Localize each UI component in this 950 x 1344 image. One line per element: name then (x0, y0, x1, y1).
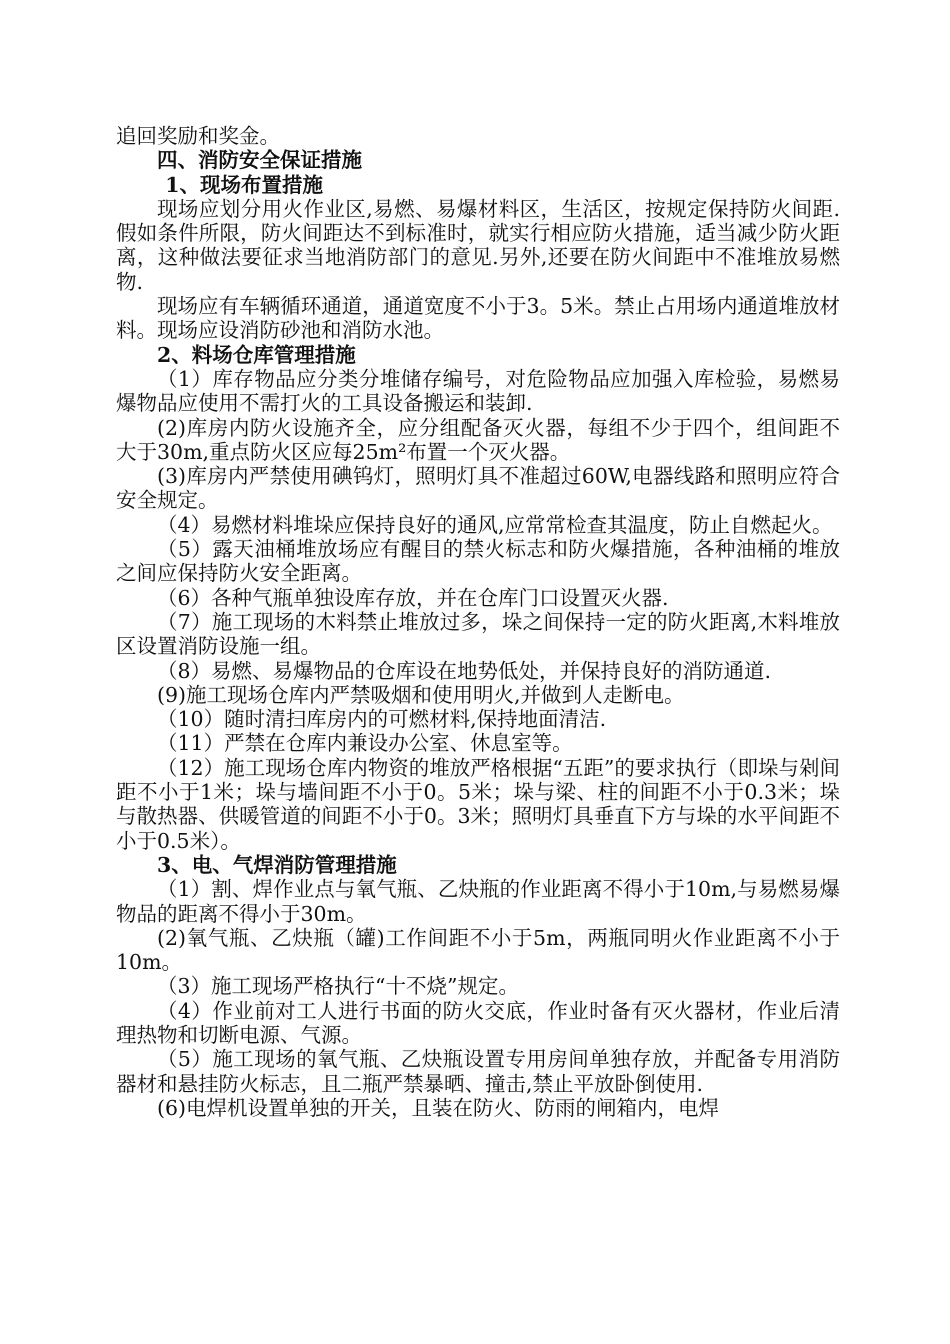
list-item: (3)库房内严禁使用碘钨灯，照明灯具不准超过60W,电器线路和照明应符合安全规定。 (116, 464, 840, 513)
list-item: (2)氧气瓶、乙炔瓶（罐)工作间距不小于5m，两瓶同明火作业距离不小于10m。 (116, 925, 840, 975)
subsection-heading-welding: 3、电、气焊消防管理措施 (157, 852, 397, 877)
document-body (116, 124, 840, 1120)
list-item: （3）施工现场严格执行“十不烧”规定。 (157, 974, 520, 999)
list-item: （7）施工现场的木料禁止堆放过多，垛之间保持一定的防火距离,木料堆放区设置消防设施一组。 (116, 609, 840, 659)
list-item: （11）严禁在仓库内兼设办公室、休息室等。 (157, 731, 573, 756)
list-item: (6)电焊机设置单独的开关，且装在防火、防雨的闸箱内，电焊 (157, 1095, 720, 1120)
list-item: （12）施工现场仓库内物资的堆放严格根据“五距”的要求执行（即垛与剁间距不小于1米；垛与墙间距不小于0。5米；垛与梁、柱的间距不小于0.3米；垛与散热器、供暖管道的间距不小于0。3米；照明灯具垂直下方与垛的水平间距不小于0.5米）。 (116, 755, 840, 853)
list-item: （10）随时清扫库房内的可燃材料,保持地面清洁. (157, 707, 607, 732)
list-item: （5）施工现场的氧气瓶、乙炔瓶设置专用房间单独存放，并配备专用消防器材和悬挂防火标志，且二瓶严禁暴晒、撞击,禁止平放卧倒使用. (116, 1047, 840, 1096)
paragraph-site-zoning: 现场应划分用火作业区,易燃、易爆材料区，生活区，按规定保持防火间距.假如条件所限，防火间距达不到标准时，就实行相应防火措施，适当减少防火距离，这种做法要征求当地消防部门的意见.另外,还要在防火间距中不准堆放易燃物. (116, 196, 840, 294)
list-item: (9)施工现场仓库内严禁吸烟和使用明火,并做到人走断电。 (157, 682, 685, 707)
list-item: (2)库房内防火设施齐全，应分组配备灭火器，每组不少于四个，组间距不大于30m,重点防火区应每25m²布置一个灭火器。 (116, 415, 840, 464)
subsection-heading-warehouse: 2、料场仓库管理措施 (157, 342, 356, 367)
list-item: （4）易燃材料堆垛应保持良好的通风,应常常检查其温度，防止自燃起火。 (157, 512, 833, 537)
list-item: （8）易燃、易爆物品的仓库设在地势低处，并保持良好的消防通道. (157, 658, 772, 683)
list-item: （4）作业前对工人进行书面的防火交底，作业时备有灭火器材，作业后清理热物和切断电源、气源。 (116, 998, 840, 1047)
list-item: （1）割、焊作业点与氧气瓶、乙炔瓶的作业距离不得小于10m,与易燃易爆物品的距离不得小于30m。 (116, 877, 840, 926)
list-item: （1）库存物品应分类分堆储存编号，对危险物品应加强入库检验，易燃易爆物品应使用不需打火的工具设备搬运和装卸. (116, 366, 840, 416)
list-item: （5）露天油桶堆放场应有醒目的禁火标志和防火爆措施，各种油桶的堆放之间应保持防火安全距离。 (116, 537, 840, 586)
paragraph-continuation: 追回奖励和奖金。 (116, 124, 280, 148)
subsection-heading-site-layout: 1、现场布置措施 (165, 172, 323, 197)
section-heading-fire-safety: 四、消防安全保证措施 (157, 148, 362, 173)
list-item: （6）各种气瓶单独设库存放，并在仓库门口设置灭火器. (157, 585, 669, 610)
paragraph-site-access: 现场应有车辆循环通道，通道宽度不小于3。5米。禁止占用场内通道堆放材料。现场应设消防砂池和消防水池。 (116, 294, 840, 343)
